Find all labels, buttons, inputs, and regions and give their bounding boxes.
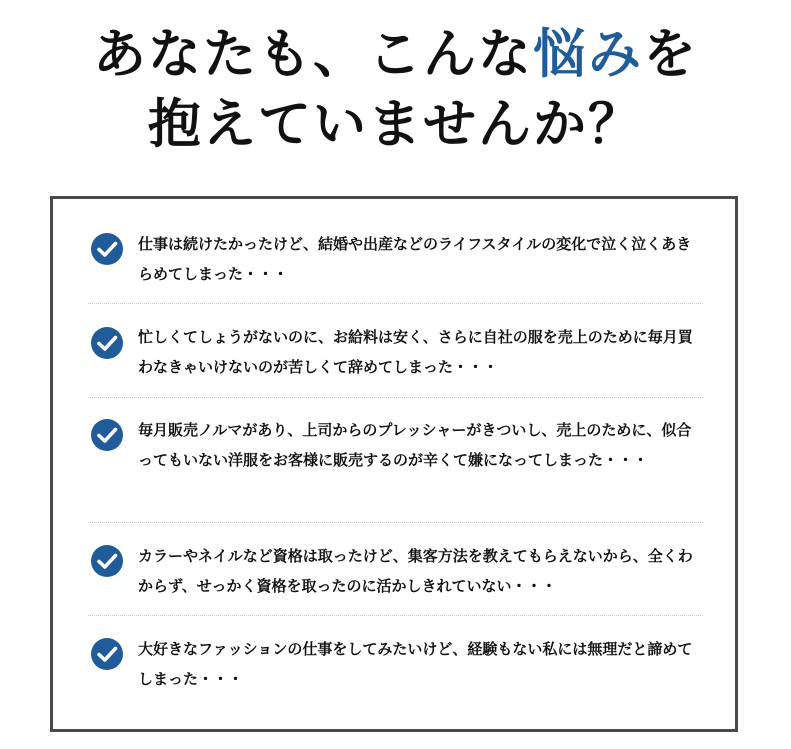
check-circle-icon	[91, 638, 123, 670]
headline-text: あなたも、こんな	[93, 23, 533, 85]
headline-line-2: 抱えていませんか？	[148, 93, 643, 155]
headline-accent-word: 悩み	[533, 23, 643, 85]
checklist-item-text: 忙しくてしょうがないのに、お給料は安く、さらに自社の服を売上のために毎月買わなきゃいけないのが苦しくて辞めてしまった・・・	[138, 328, 693, 376]
checklist-item-text: カラーやネイルなど資格は取ったけど、集客方法を教えてもらえないから、全くわからず、せっかく資格を取ったのに活かしきれていない・・・	[138, 547, 693, 595]
checklist-item-text: 仕事は続けたかったけど、結婚や出産などのライフスタイルの変化で泣く泣くあきらめてしまった・・・	[138, 235, 692, 283]
checklist-item-text: 大好きなファッションの仕事をしてみたいけど、経験もない私には無理だと諦めてしまった・・・	[138, 640, 693, 688]
checklist-item	[88, 219, 703, 304]
headline-line-1	[0, 22, 791, 86]
checklist-item-text: 毎月販売ノルマがあり、上司からのプレッシャーがきついし、売上のために、似合ってもいない洋服をお客様に販売するのが辛くて嫌になってしまった・・・	[138, 421, 692, 469]
check-circle-icon	[91, 327, 123, 359]
check-circle-icon	[91, 233, 123, 265]
checklist-item	[88, 303, 703, 398]
checklist-item	[88, 397, 703, 523]
check-circle-icon	[91, 419, 123, 451]
headline-text-end: を	[643, 23, 698, 85]
checklist-item	[88, 522, 703, 616]
check-circle-icon	[91, 545, 123, 577]
worries-checklist	[50, 196, 738, 732]
checklist-item	[88, 615, 703, 709]
